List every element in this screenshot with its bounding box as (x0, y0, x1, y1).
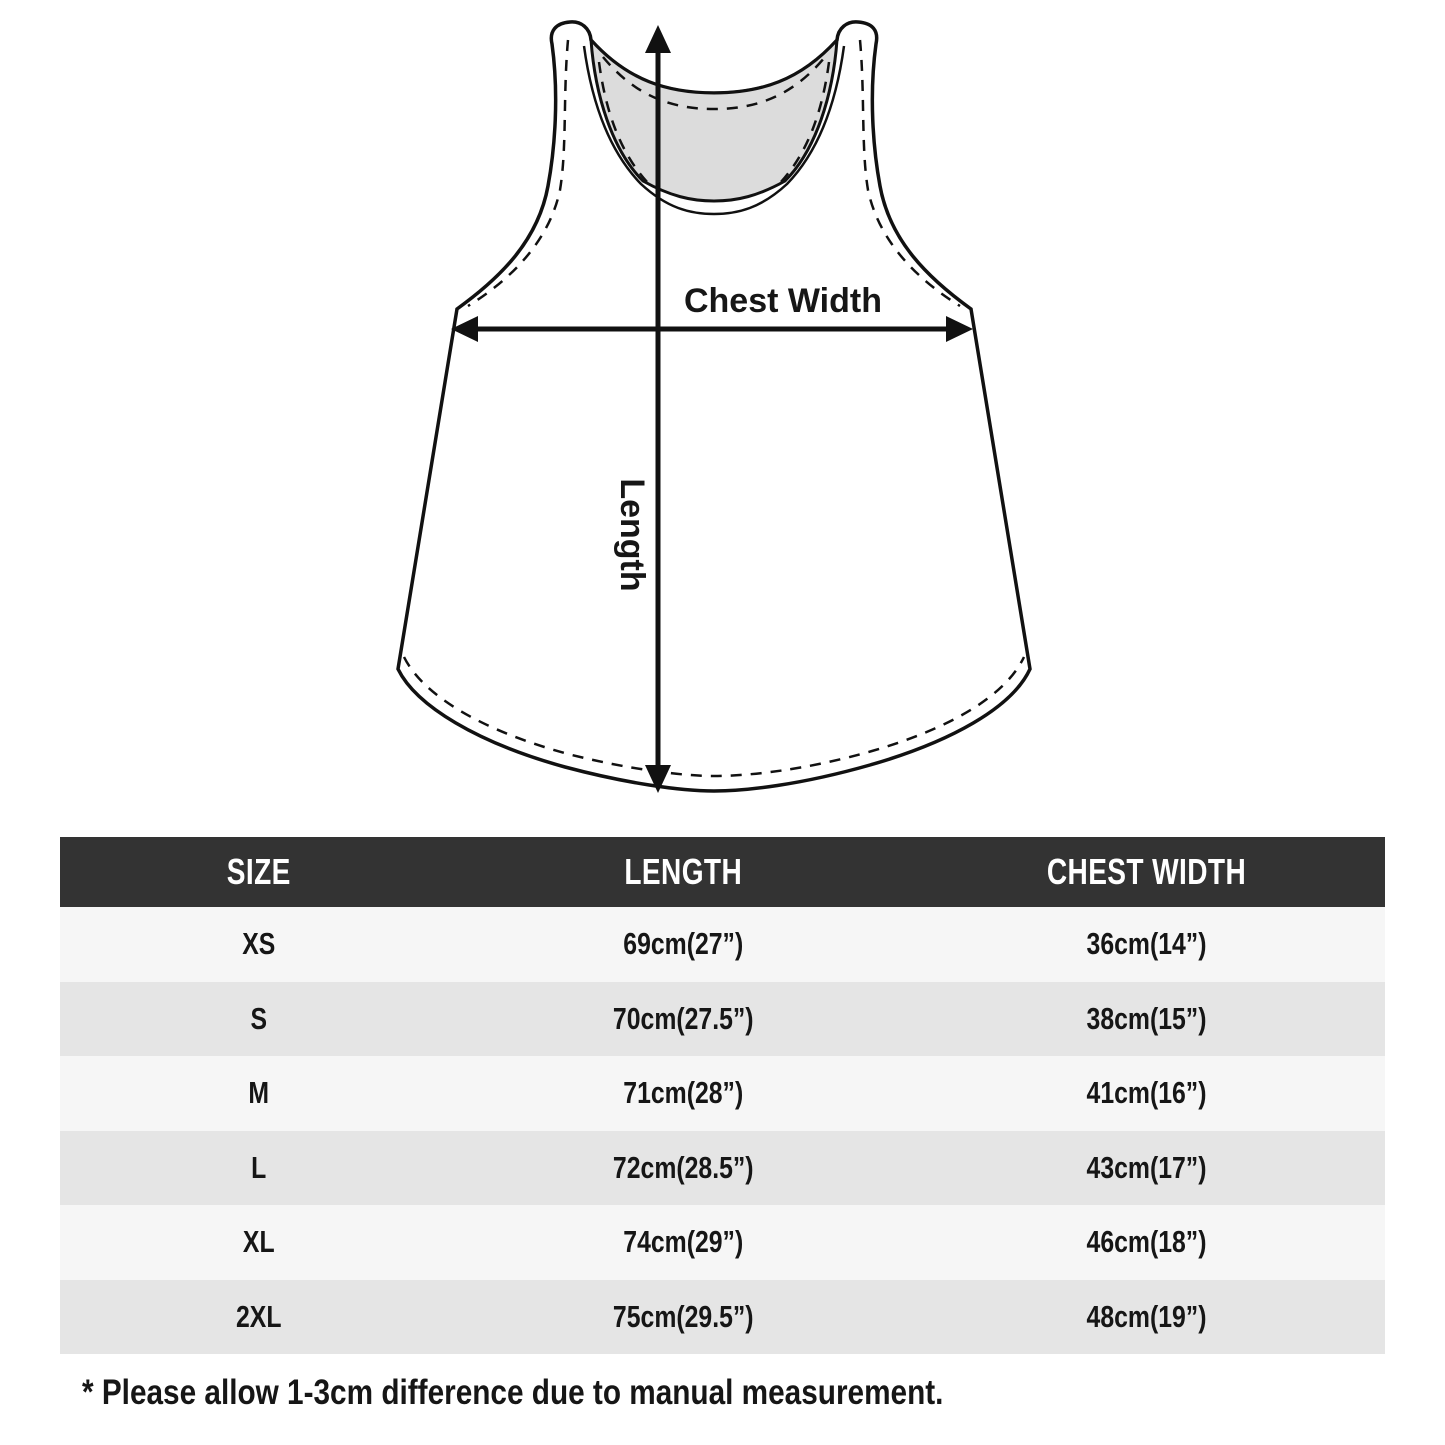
header-chest-width: CHEST WIDTH (1046, 851, 1247, 892)
cell-length: 75cm(29.5”) (612, 1298, 754, 1334)
cell-size: XS (242, 926, 276, 962)
cell-chest-width: 38cm(15”) (1086, 1000, 1207, 1036)
table-row (60, 1280, 1385, 1355)
cell-length: 72cm(28.5”) (612, 1149, 754, 1185)
table-row (60, 1056, 1385, 1131)
table-row (60, 982, 1385, 1057)
cell-length: 69cm(27”) (622, 926, 743, 962)
cell-size: XL (242, 1224, 275, 1260)
cell-size: S (250, 1000, 268, 1036)
table-row (60, 1205, 1385, 1280)
cell-chest-width: 43cm(17”) (1086, 1149, 1207, 1185)
cell-chest-width: 48cm(19”) (1086, 1298, 1207, 1334)
cell-size: M (248, 1075, 270, 1111)
cell-size: 2XL (236, 1298, 282, 1334)
cell-length: 71cm(28”) (622, 1075, 743, 1111)
header-size: SIZE (226, 851, 291, 892)
header-length: LENGTH (623, 851, 742, 892)
cell-size: L (251, 1149, 267, 1185)
cell-length: 74cm(29”) (622, 1224, 743, 1260)
size-table-header (60, 837, 1385, 907)
measurement-note: * Please allow 1-3cm difference due to manual measurement. (82, 1373, 944, 1412)
cell-chest-width: 46cm(18”) (1086, 1224, 1207, 1260)
cell-length: 70cm(27.5”) (612, 1000, 754, 1036)
table-row (60, 1131, 1385, 1206)
cell-chest-width: 41cm(16”) (1086, 1075, 1207, 1111)
length-label: Length (613, 478, 651, 592)
table-row (60, 907, 1385, 982)
chest-width-label: Chest Width (683, 282, 883, 320)
size-table-body (60, 907, 1385, 1354)
size-table (60, 837, 1385, 1354)
cell-chest-width: 36cm(14”) (1086, 926, 1207, 962)
